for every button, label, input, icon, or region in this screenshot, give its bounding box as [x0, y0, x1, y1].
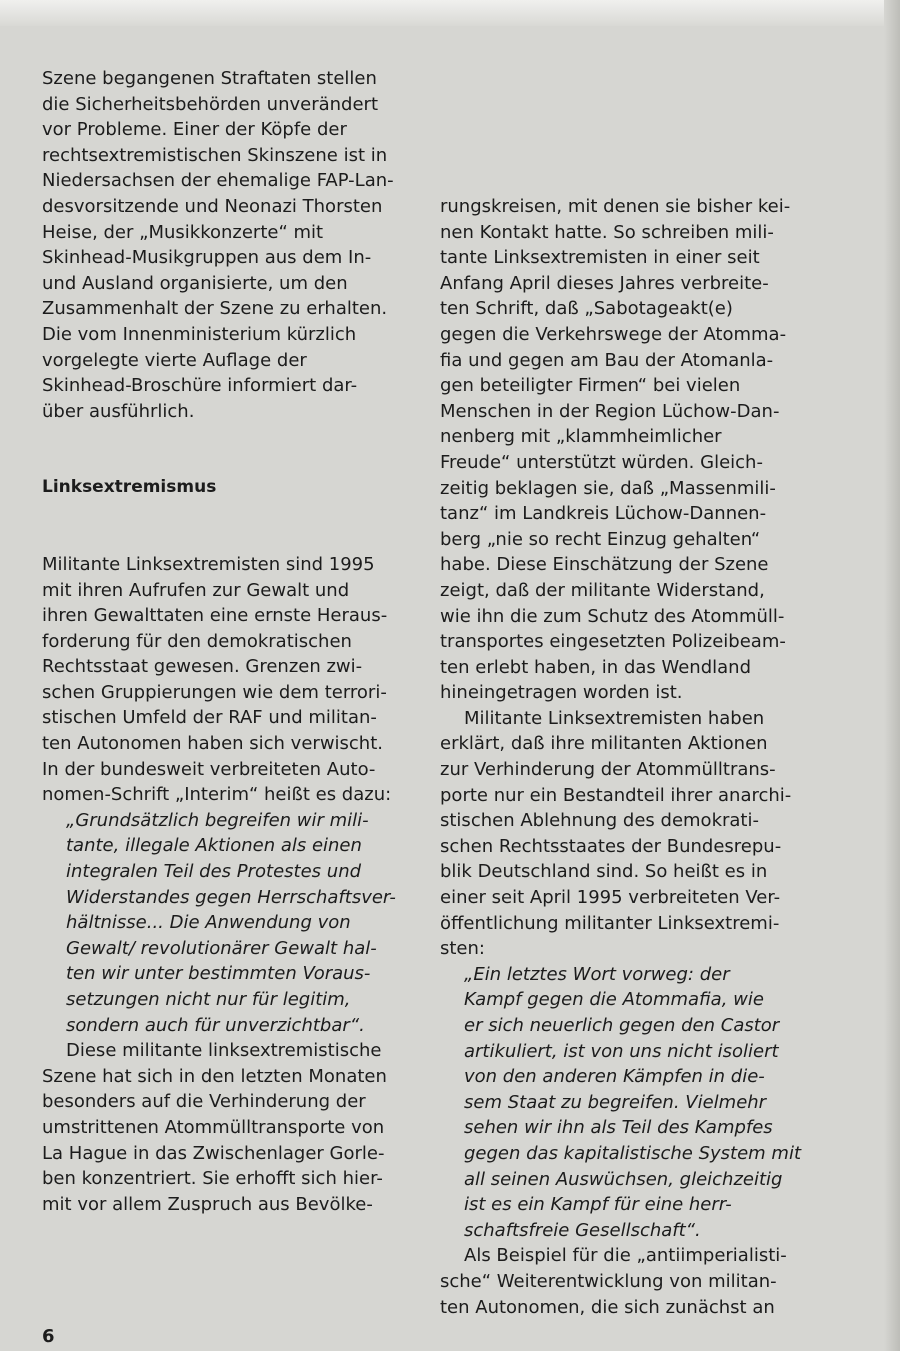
- text-line: und Ausland organisierte, um den: [42, 272, 348, 294]
- text-line: Freude“ unterstützt würden. Gleich-: [440, 451, 763, 473]
- text-line: Skinhead-Musikgruppen aus dem In-: [42, 247, 372, 269]
- text-line: transportes eingesetzten Polizeibeam-: [440, 631, 786, 653]
- page-number: 6: [42, 1326, 55, 1347]
- quote-interim: [42, 808, 412, 1038]
- text-line: vorgelegte vierte Auflage der: [42, 349, 307, 371]
- quote-line: „Grundsätzlich begreifen wir mili-: [66, 809, 369, 831]
- text-line: umstrittenen Atommülltransporte von: [42, 1116, 385, 1138]
- page-right-edge: [884, 0, 900, 1351]
- spacer: [42, 501, 412, 552]
- text-line: Menschen in der Region Lüchow-Dan-: [440, 400, 780, 422]
- text-line: ihren Gewalttaten eine ernste Heraus-: [42, 605, 388, 627]
- text-line: schen Rechtsstaates der Bundesrepu-: [440, 835, 782, 857]
- text-line: besonders auf die Verhinderung der: [42, 1091, 366, 1113]
- quote-line: sondern auch für unverzichtbar“.: [66, 1014, 365, 1036]
- quote-line: sehen wir ihn als Teil des Kampfes: [464, 1117, 773, 1139]
- text-line: stischen Ablehnung des demokrati-: [440, 810, 759, 832]
- text-line: blik Deutschland sind. So heißt es in: [440, 861, 768, 883]
- quote-line: Kampf gegen die Atommafia, wie: [464, 989, 764, 1011]
- text-line: nenberg mit „klammheimlicher: [440, 426, 722, 448]
- text-line: Die vom Innenministerium kürzlich: [42, 323, 357, 345]
- text-line: tante Linksextremisten in einer seit: [440, 247, 760, 269]
- text-line: einer seit April 1995 verbreiteten Ver-: [440, 887, 781, 909]
- paragraph-intro: [42, 552, 412, 808]
- quote-line: ten wir unter bestimmten Voraus-: [66, 963, 371, 985]
- quote-line: sem Staat zu begreifen. Vielmehr: [464, 1091, 767, 1113]
- text-line: rechtsextremistischen Skinszene ist in: [42, 144, 388, 166]
- text-line: Niedersachsen der ehemalige FAP-Lan-: [42, 170, 394, 192]
- text-line: sche“ Weiterentwicklung von militan-: [440, 1270, 777, 1292]
- text-line: zeigt, daß der militante Widerstand,: [440, 579, 765, 601]
- text-line: rungskreisen, mit denen sie bisher kei-: [440, 196, 791, 217]
- quote-line: integralen Teil des Protestes und: [66, 861, 362, 883]
- quote-line: setzungen nicht nur für legitim,: [66, 989, 351, 1010]
- text-line: Militante Linksextremisten sind 1995: [42, 553, 375, 575]
- text-line: ten Schrift, daß „Sabotageakt(e): [440, 298, 733, 320]
- paragraph-atommuell: [440, 706, 812, 962]
- text-line: Diese militante linksextremistische: [66, 1040, 382, 1062]
- text-line: Militante Linksextremisten haben: [464, 707, 765, 729]
- text-line: ten erlebt haben, in das Wendland: [440, 656, 752, 678]
- quote-line: artikuliert, ist von uns nicht isoliert: [464, 1040, 779, 1062]
- page-top-edge: [0, 0, 900, 26]
- text-line: ten Autonomen, die sich zunächst an: [440, 1296, 775, 1318]
- text-line: gen beteiligter Firmen“ bei vielen: [440, 375, 741, 397]
- text-line: In der bundesweit verbreiteten Auto-: [42, 758, 376, 780]
- text-line: mit ihren Aufrufen zur Gewalt und: [42, 579, 350, 601]
- quote-line: er sich neuerlich gegen den Castor: [464, 1015, 780, 1036]
- section-heading: Linksextremismus: [42, 477, 217, 498]
- quote-line: all seinen Auswüchsen, gleichzeitig: [464, 1168, 783, 1190]
- text-line: berg „nie so recht Einzug gehalten“: [440, 528, 761, 550]
- paragraph-beispiel: [440, 1243, 812, 1320]
- quote-atommafia: [440, 962, 812, 1244]
- text-line: fia und gegen am Bau der Atomanla-: [440, 349, 774, 371]
- text-line: La Hague in das Zwischenlager Gorle-: [42, 1142, 385, 1164]
- text-line: hineingetragen worden ist.: [440, 682, 683, 704]
- text-line: zur Verhinderung der Atommülltrans-: [440, 759, 776, 781]
- text-line: tanz“ im Landkreis Lüchow-Dannen-: [440, 503, 767, 525]
- quote-line: Gewalt/ revolutionärer Gewalt hal-: [66, 937, 377, 959]
- text-line: über ausführlich.: [42, 400, 195, 422]
- text-line: schen Gruppierungen wie dem terrori-: [42, 681, 387, 703]
- text-line: ten Autonomen haben sich verwischt.: [42, 733, 383, 755]
- text-line: Als Beispiel für die „antiimperialisti-: [464, 1245, 787, 1267]
- text-line: gegen die Verkehrswege der Atomma-: [440, 323, 787, 345]
- text-line: habe. Diese Einschätzung der Szene: [440, 554, 769, 576]
- quote-line: tante, illegale Aktionen als einen: [66, 835, 362, 857]
- text-line: desvorsitzende und Neonazi Thorsten: [42, 195, 383, 217]
- text-line: Zusammenhalt der Szene zu erhalten.: [42, 298, 388, 320]
- spacer: [42, 424, 412, 475]
- text-line: mit vor allem Zuspruch aus Bevölke-: [42, 1193, 373, 1215]
- text-line: vor Probleme. Einer der Köpfe der: [42, 119, 347, 141]
- text-line: Heise, der „Musikkonzerte“ mit: [42, 221, 324, 243]
- text-line: porte nur ein Bestandteil ihrer anarchi-: [440, 784, 792, 806]
- text-line: ben konzentriert. Sie erhofft sich hier-: [42, 1168, 383, 1190]
- right-column: [440, 194, 812, 1320]
- text-line: forderung für den demokratischen: [42, 630, 352, 652]
- left-column: [42, 66, 412, 1217]
- text-line: Skinhead-Broschüre informiert dar-: [42, 375, 358, 397]
- text-line: nen Kontakt hatte. So schreiben mili-: [440, 221, 774, 243]
- quote-line: von den anderen Kämpfen in die-: [464, 1066, 765, 1088]
- quote-line: gegen das kapitalistische System mit: [464, 1142, 802, 1164]
- text-line: erklärt, daß ihre militanten Aktionen: [440, 733, 768, 755]
- paragraph-continuation: [440, 194, 812, 706]
- text-line: wie ihn die zum Schutz des Atommüll-: [440, 605, 785, 627]
- quote-line: ist es ein Kampf für eine herr-: [464, 1194, 732, 1216]
- quote-line: Widerstandes gegen Herrschaftsver-: [66, 886, 396, 908]
- text-line: Anfang April dieses Jahres verbreite-: [440, 272, 769, 294]
- quote-line: „Ein letztes Wort vorweg: der: [464, 963, 730, 985]
- text-line: sten:: [440, 938, 485, 960]
- text-line: Szene hat sich in den letzten Monaten: [42, 1065, 387, 1087]
- text-line: Szene begangenen Straftaten stellen: [42, 68, 377, 89]
- text-line: stischen Umfeld der RAF und militan-: [42, 707, 377, 729]
- text-line: zeitig beklagen sie, daß „Massenmili-: [440, 477, 776, 499]
- paragraph-skinhead: [42, 66, 412, 424]
- text-line: die Sicherheitsbehörden unverändert: [42, 93, 379, 115]
- paragraph-szene: [42, 1038, 412, 1217]
- text-line: Rechtsstaat gewesen. Grenzen zwi-: [42, 656, 363, 678]
- text-line: öffentlichung militanter Linksextremi-: [440, 912, 780, 934]
- quote-line: hältnisse... Die Anwendung von: [66, 912, 351, 934]
- text-line: nomen-Schrift „Interim“ heißt es dazu:: [42, 784, 392, 806]
- quote-line: schaftsfreie Gesellschaft“.: [464, 1219, 701, 1241]
